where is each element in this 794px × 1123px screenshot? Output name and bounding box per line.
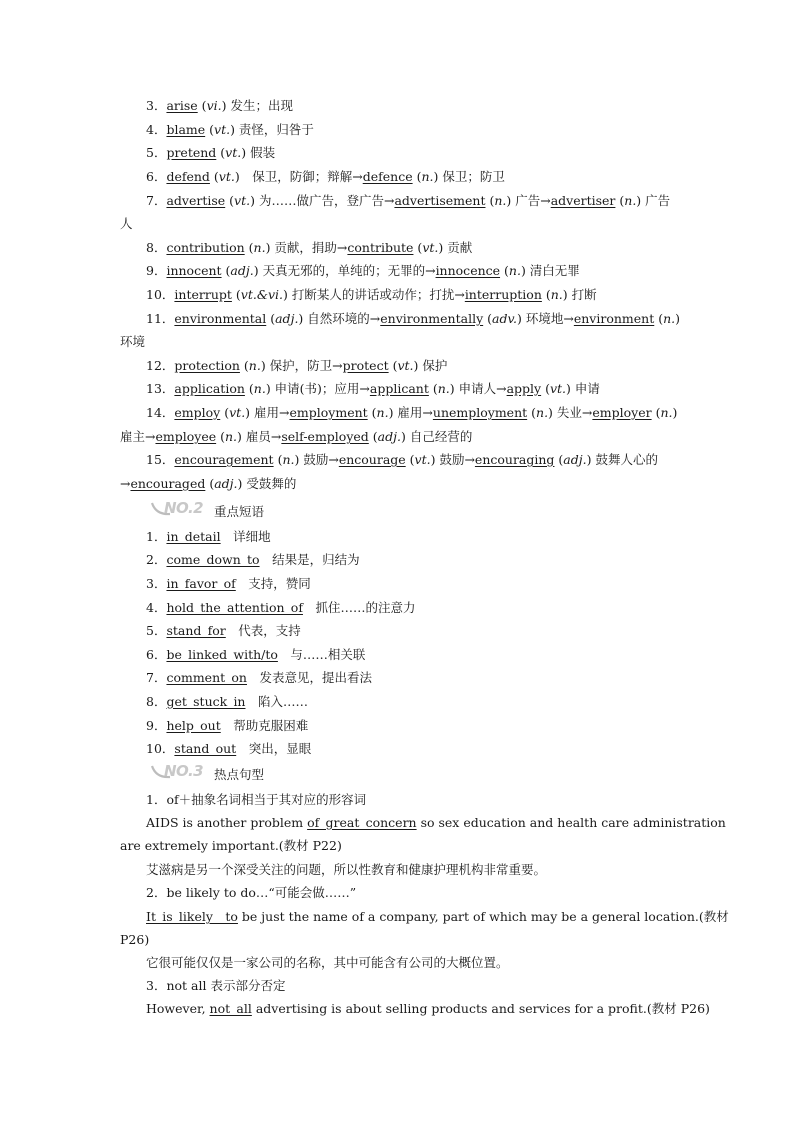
- part-of-speech: vt.: [229, 405, 246, 420]
- pattern-1-title: 1．of＋抽象名词相当于其对应的形容词: [146, 792, 367, 807]
- vocab-word: protect: [342, 358, 389, 373]
- vocab-text: (: [527, 405, 537, 420]
- vocab-word: defence: [362, 169, 413, 184]
- part-of-speech: vt.: [225, 145, 242, 160]
- phrase-meaning: 帮助克服困难: [220, 718, 309, 733]
- vocab-text: ) 鼓励→: [430, 452, 475, 467]
- vocab-item: [146, 405, 677, 421]
- vocab-text: ) 发生；出现: [221, 98, 293, 113]
- vocab-text: ) 申请(书)；应用→: [265, 381, 370, 396]
- vocab-word: advertisement: [394, 193, 486, 208]
- vocab-text: ) 假装: [241, 145, 276, 160]
- part-of-speech: vt.: [214, 122, 231, 137]
- part-of-speech: adj.: [275, 311, 299, 326]
- item-number: 10．: [146, 287, 175, 302]
- section-title: 重点短语: [214, 504, 265, 519]
- vocab-text: ) 雇用→: [245, 405, 290, 420]
- vocab-text: (: [541, 381, 550, 396]
- part-of-speech: n.: [376, 405, 389, 420]
- vocab-word: blame: [166, 122, 206, 137]
- vocab-text: ) 鼓励→: [294, 452, 339, 467]
- phrase-meaning: 抓住……的注意力: [302, 600, 416, 615]
- key-phrase: of_great_concern: [307, 815, 417, 830]
- phrase-meaning: 详细地: [220, 529, 271, 544]
- item-number: 7．: [146, 193, 167, 208]
- part-of-speech: adj.: [377, 429, 401, 444]
- vocab-word: interrupt: [174, 287, 232, 302]
- vocab-item: [146, 311, 680, 327]
- phrase-meaning: 发表意见，提出看法: [246, 670, 372, 685]
- item-number: 15．: [146, 452, 175, 467]
- vocab-text: (: [216, 145, 226, 160]
- phrase: help_out: [166, 718, 221, 733]
- pattern-1-example: AIDS is another problem of_great_concern so sex education and health care administration: [146, 815, 726, 830]
- vocab-word: innocent: [166, 263, 222, 278]
- vocab-word: employ: [174, 405, 221, 420]
- vocab-item: [146, 169, 505, 185]
- item-number: 5．: [146, 623, 167, 638]
- vocab-text: ) 保护: [413, 358, 448, 373]
- vocab-text: ): [675, 311, 681, 326]
- phrase-item: [146, 623, 301, 639]
- vocab-word: contribution: [166, 240, 245, 255]
- phrase: stand_out: [174, 741, 237, 756]
- pattern-1-example-cont: are extremely important.(教材 P22): [120, 838, 342, 853]
- item-number: 6．: [146, 647, 167, 662]
- phrase: get_stuck_in: [166, 694, 246, 709]
- item-number: 8．: [146, 240, 167, 255]
- vocab-text: ) 打断: [562, 287, 597, 302]
- vocab-text: (: [388, 358, 398, 373]
- phrase-meaning: 代表，支持: [225, 623, 301, 638]
- pattern-1-translation: 艾滋病是另一个深受关注的问题，所以性教育和健康护理机构非常重要。: [146, 862, 547, 877]
- vocab-text: ) 保护，防卫→: [260, 358, 343, 373]
- item-number: 4．: [146, 600, 167, 615]
- vocab-text: ) 环境地→: [517, 311, 574, 326]
- vocab-text: (: [428, 381, 438, 396]
- vocab-item: [146, 358, 447, 374]
- item-number: 6．: [146, 169, 167, 184]
- vocab-item: [146, 287, 597, 303]
- vocab-word: contribute: [347, 240, 414, 255]
- vocab-word: encouraging: [474, 452, 555, 467]
- vocab-text: ) 雇员→: [237, 429, 282, 444]
- vocab-text: ) 自然环境的→: [298, 311, 381, 326]
- item-number: 2．: [146, 552, 167, 567]
- part-of-speech: vt.: [397, 358, 414, 373]
- part-of-speech: vt.: [218, 169, 235, 184]
- vocab-word: encouraged: [130, 476, 206, 491]
- phrase-item: [146, 741, 311, 757]
- pattern-2-example: It_is_likely__to be just the name of a company, part of which may be a general location.(教材: [146, 909, 729, 924]
- vocab-word: arise: [166, 98, 198, 113]
- vocab-text: (: [367, 405, 377, 420]
- phrase-meaning: 结果是，归结为: [259, 552, 360, 567]
- vocab-item-cont: 环境: [120, 334, 146, 349]
- section-number: NO.3: [164, 762, 204, 780]
- vocab-text: ) 申请人→: [449, 381, 507, 396]
- vocab-text: ) 自己经营的: [400, 429, 473, 444]
- part-of-speech: n.: [663, 311, 676, 326]
- vocab-text: (: [651, 405, 661, 420]
- vocab-text: ) 打断某人的讲话或动作；打扰→: [282, 287, 465, 302]
- item-number: 4．: [146, 122, 167, 137]
- item-number: 3．: [146, 576, 167, 591]
- part-of-speech: n.: [253, 240, 266, 255]
- vocab-text: (: [225, 193, 235, 208]
- vocab-text: ) 清白无罪: [520, 263, 580, 278]
- vocab-item-cont: [120, 476, 296, 492]
- item-number: 14．: [146, 405, 175, 420]
- item-number: 13．: [146, 381, 175, 396]
- vocab-text: ) 失业→: [548, 405, 593, 420]
- vocab-word: interruption: [464, 287, 542, 302]
- vocab-word: environmental: [174, 311, 267, 326]
- part-of-speech: n.: [282, 452, 295, 467]
- vocab-item: [146, 98, 293, 114]
- vocab-word: advertiser: [550, 193, 616, 208]
- vocab-text: (: [221, 263, 231, 278]
- vocab-text: ) 为……做广告，登广告→: [250, 193, 395, 208]
- vocab-text: ) 天真无邪的，单纯的；无罪的→: [253, 263, 436, 278]
- vocab-text: (: [220, 405, 230, 420]
- vocab-text: (: [412, 169, 422, 184]
- phrase: in_detail: [166, 529, 221, 544]
- vocab-word: unemployment: [432, 405, 528, 420]
- vocab-item-cont: 人: [120, 216, 133, 231]
- vocab-text: (: [216, 429, 225, 444]
- item-number: 10．: [146, 741, 175, 756]
- vocab-item: [146, 263, 580, 279]
- part-of-speech: adj.: [563, 452, 587, 467]
- part-of-speech: n.: [253, 381, 266, 396]
- item-number: 3．: [146, 98, 167, 113]
- phrase: be_linked_with/to: [166, 647, 278, 662]
- vocab-item: [146, 452, 658, 468]
- vocab-text: (: [615, 193, 625, 208]
- vocab-text: ) 贡献: [438, 240, 473, 255]
- vocab-text: ) 广告: [636, 193, 671, 208]
- vocab-text: →: [120, 476, 131, 491]
- vocab-text: (: [244, 381, 254, 396]
- part-of-speech: vi.: [206, 98, 222, 113]
- item-number: 11．: [146, 311, 175, 326]
- vocab-item: [146, 122, 314, 138]
- part-of-speech: vt.: [549, 381, 567, 396]
- pattern-2-title: 2．be likely to do…“可能会做……”: [146, 885, 357, 900]
- vocab-text: (: [244, 240, 254, 255]
- item-number: 9．: [146, 263, 167, 278]
- vocab-text: (: [483, 311, 493, 326]
- phrase-item: [146, 670, 372, 686]
- part-of-speech: vt.&vi.: [240, 287, 283, 302]
- part-of-speech: vt.: [422, 240, 439, 255]
- phrase: hold_the_attention_of: [166, 600, 303, 615]
- vocab-text: (: [554, 452, 564, 467]
- phrase: stand_for: [166, 623, 226, 638]
- vocab-word: apply: [506, 381, 542, 396]
- vocab-text: (: [266, 311, 276, 326]
- vocab-word: environment: [573, 311, 655, 326]
- vocab-text: (: [231, 287, 241, 302]
- vocab-text: ) 鼓舞人心的: [586, 452, 658, 467]
- phrase-item: [146, 552, 360, 568]
- vocab-text: 雇主→: [120, 429, 156, 444]
- vocab-text: (: [368, 429, 378, 444]
- phrase: in_favor_of: [166, 576, 236, 591]
- vocab-text: (: [205, 476, 215, 491]
- phrase-item: [146, 647, 365, 663]
- vocab-word: innocence: [435, 263, 501, 278]
- phrase-meaning: 陷入……: [245, 694, 309, 709]
- item-number: 9．: [146, 718, 167, 733]
- phrase: come_down_to: [166, 552, 260, 567]
- vocab-text: ) 贡献，捐助→: [265, 240, 348, 255]
- vocab-text: ) 责怪，归咎于: [230, 122, 314, 137]
- vocab-text: (: [205, 122, 215, 137]
- vocab-text: ) 保卫；防卫: [433, 169, 505, 184]
- item-number: 12．: [146, 358, 175, 373]
- item-number: 7．: [146, 670, 167, 685]
- vocab-text: ) 申请: [566, 381, 600, 396]
- part-of-speech: n.: [224, 429, 238, 444]
- vocab-word: employer: [592, 405, 652, 420]
- vocab-text: (: [541, 287, 551, 302]
- key-phrase: not_all: [209, 1001, 252, 1016]
- vocab-text: ) 雇用→: [388, 405, 433, 420]
- vocab-item: [146, 240, 472, 256]
- phrase-item: [146, 600, 415, 616]
- vocab-text: (: [239, 358, 249, 373]
- vocab-text: ): [672, 405, 678, 420]
- phrase-item: [146, 718, 308, 734]
- vocab-word: encourage: [338, 452, 406, 467]
- vocab-item: [146, 381, 600, 397]
- vocab-text: ) 保卫，防御；辩解→: [234, 169, 363, 184]
- part-of-speech: n.: [536, 405, 549, 420]
- part-of-speech: n.: [508, 263, 521, 278]
- item-number: 8．: [146, 694, 167, 709]
- vocab-text: ) 广告→: [506, 193, 551, 208]
- item-number: 5．: [146, 145, 167, 160]
- vocab-word: advertise: [166, 193, 226, 208]
- part-of-speech: vt.: [234, 193, 251, 208]
- part-of-speech: vt.: [414, 452, 431, 467]
- part-of-speech: n.: [660, 405, 673, 420]
- phrase-meaning: 支持，赞同: [235, 576, 311, 591]
- phrase-meaning: 与……相关联: [277, 647, 366, 662]
- pattern-2-translation: 它很可能仅仅是一家公司的名称，其中可能含有公司的大概位置。: [146, 955, 509, 970]
- vocab-text: (: [654, 311, 664, 326]
- vocab-word: employment: [289, 405, 368, 420]
- vocab-text: (: [485, 193, 495, 208]
- phrase: comment_on: [166, 670, 247, 685]
- vocab-word: encouragement: [174, 452, 274, 467]
- part-of-speech: n.: [437, 381, 450, 396]
- part-of-speech: adj.: [214, 476, 238, 491]
- vocab-word: pretend: [166, 145, 217, 160]
- vocab-item: [146, 193, 670, 209]
- vocab-word: application: [174, 381, 245, 396]
- part-of-speech: n.: [624, 193, 637, 208]
- part-of-speech: adj.: [230, 263, 254, 278]
- vocab-item: [146, 145, 275, 161]
- part-of-speech: n.: [248, 358, 261, 373]
- phrase-item: [146, 529, 271, 545]
- pattern-2-example-cont: P26): [120, 932, 150, 947]
- vocab-word: applicant: [369, 381, 429, 396]
- vocab-word: environmentally: [380, 311, 484, 326]
- vocab-text: (: [500, 263, 509, 278]
- vocab-text: (: [413, 240, 423, 255]
- vocab-word: protection: [174, 358, 240, 373]
- phrase-item: [146, 576, 311, 592]
- item-number: 1．: [146, 529, 167, 544]
- vocab-word: self-employed: [281, 429, 369, 444]
- section-number: NO.2: [164, 499, 204, 517]
- vocab-text: (: [405, 452, 415, 467]
- vocab-word: defend: [166, 169, 210, 184]
- vocab-text: (: [273, 452, 283, 467]
- vocab-text: (: [197, 98, 207, 113]
- phrase-item: [146, 694, 308, 710]
- part-of-speech: n.: [421, 169, 434, 184]
- vocab-text: (: [209, 169, 219, 184]
- section-title: 热点句型: [214, 767, 265, 782]
- part-of-speech: n.: [550, 287, 563, 302]
- part-of-speech: n.: [494, 193, 507, 208]
- pattern-3-title: 3．not all 表示部分否定: [146, 978, 286, 993]
- phrase-meaning: 突出，显眼: [236, 741, 312, 756]
- vocab-item-cont: [120, 429, 472, 445]
- vocab-text: ) 受鼓舞的: [237, 476, 297, 491]
- vocab-word: employee: [155, 429, 217, 444]
- key-phrase: It_is_likely__to: [146, 909, 238, 924]
- part-of-speech: adv.: [492, 311, 518, 326]
- pattern-3-example: However, not_all advertising is about selling products and services for a profit.(教材 P26): [146, 1001, 710, 1016]
